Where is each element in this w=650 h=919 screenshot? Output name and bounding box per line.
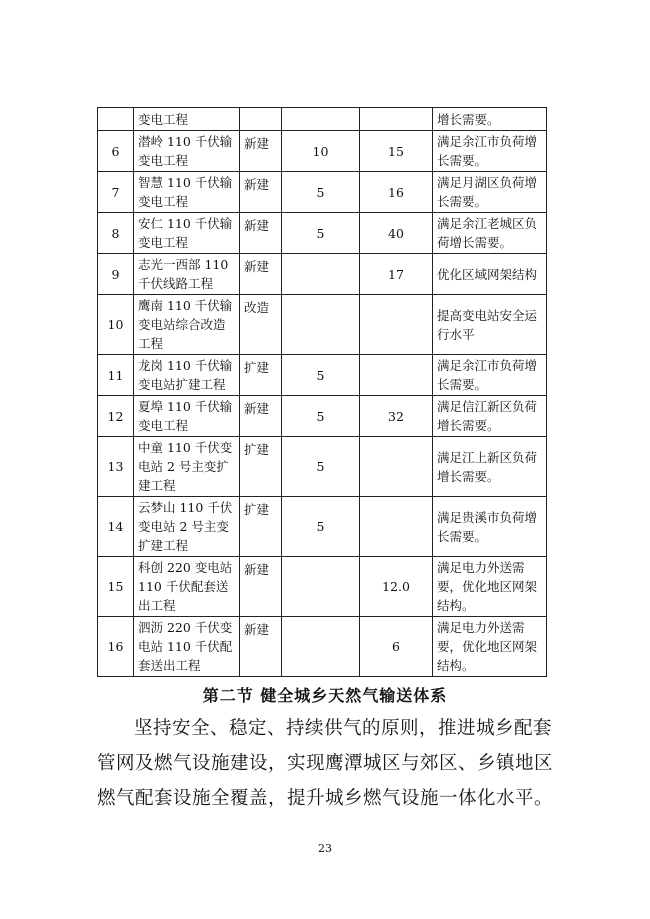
- value-cell-a: 5: [282, 172, 360, 213]
- remark-cell: 满足余江市负荷增长需要。: [433, 355, 547, 396]
- value-cell-a: [282, 108, 360, 131]
- row-number: 6: [98, 131, 134, 172]
- value-cell-b: [360, 295, 433, 355]
- construction-type-cell: 新建: [240, 131, 282, 172]
- construction-type-cell: 新建: [240, 213, 282, 254]
- project-name-cell: 智慧 110 千伏输变电工程: [134, 172, 240, 213]
- value-cell-b: 40: [360, 213, 433, 254]
- value-cell-b: [360, 437, 433, 497]
- value-cell-a: [282, 557, 360, 617]
- table-row: [98, 437, 547, 497]
- value-cell-b: 16: [360, 172, 433, 213]
- project-name-cell: 科创 220 变电站 110 千伏配套送出工程: [134, 557, 240, 617]
- construction-type-cell: 新建: [240, 557, 282, 617]
- project-name-cell: 志光一西部 110 千伏线路工程: [134, 254, 240, 295]
- row-number: 8: [98, 213, 134, 254]
- value-cell-a: 5: [282, 213, 360, 254]
- value-cell-b: 15: [360, 131, 433, 172]
- remark-cell: 增长需要。: [433, 108, 547, 131]
- value-cell-a: 10: [282, 131, 360, 172]
- project-name-cell: 龙岗 110 千伏输变电站扩建工程: [134, 355, 240, 396]
- table-row: [98, 557, 547, 617]
- project-name-cell: 安仁 110 千伏输变电工程: [134, 213, 240, 254]
- remark-cell: 满足贵溪市负荷增长需要。: [433, 497, 547, 557]
- table-row: [98, 617, 547, 677]
- project-name-cell: 潜岭 110 千伏输变电工程: [134, 131, 240, 172]
- value-cell-b: 17: [360, 254, 433, 295]
- section-paragraph: 坚持安全、稳定、持续供气的原则，推进城乡配套管网及燃气设施建设，实现鹰潭城区与郊区、乡镇地区燃气配套设施全覆盖，提升城乡燃气设施一体化水平。: [97, 718, 554, 809]
- value-cell-a: [282, 295, 360, 355]
- row-number: 14: [98, 497, 134, 557]
- construction-type-cell: 扩建: [240, 355, 282, 396]
- project-name-cell: 夏埠 110 千伏输变电工程: [134, 396, 240, 437]
- value-cell-a: 5: [282, 437, 360, 497]
- remark-cell: 满足电力外送需要，优化地区网架结构。: [433, 557, 547, 617]
- table-row: [98, 295, 547, 355]
- value-cell-a: 5: [282, 396, 360, 437]
- value-cell-b: 6: [360, 617, 433, 677]
- remark-cell: 满足江上新区负荷增长需要。: [433, 437, 547, 497]
- value-cell-b: 32: [360, 396, 433, 437]
- project-name-cell: 鹰南 110 千伏输变电站综合改造工程: [134, 295, 240, 355]
- construction-type-cell: [240, 108, 282, 131]
- row-number: 11: [98, 355, 134, 396]
- row-number: 10: [98, 295, 134, 355]
- table-row: [98, 108, 547, 131]
- row-number: [98, 108, 134, 131]
- construction-type-cell: 新建: [240, 254, 282, 295]
- project-table-body: [98, 108, 547, 677]
- value-cell-b: [360, 355, 433, 396]
- value-cell-a: 5: [282, 355, 360, 396]
- construction-type-cell: 新建: [240, 617, 282, 677]
- value-cell-b: [360, 497, 433, 557]
- row-number: 16: [98, 617, 134, 677]
- remark-cell: 优化区域网架结构: [433, 254, 547, 295]
- row-number: 7: [98, 172, 134, 213]
- table-row: [98, 213, 547, 254]
- table-row: [98, 172, 547, 213]
- construction-type-cell: 扩建: [240, 497, 282, 557]
- row-number: 13: [98, 437, 134, 497]
- construction-type-cell: 扩建: [240, 437, 282, 497]
- page-number: 23: [318, 842, 332, 855]
- project-name-cell: 泗沥 220 千伏变电站 110 千伏配套送出工程: [134, 617, 240, 677]
- row-number: 9: [98, 254, 134, 295]
- remark-cell: 满足余江老城区负荷增长需要。: [433, 213, 547, 254]
- row-number: 15: [98, 557, 134, 617]
- project-name-cell: 中童 110 千伏变电站 2 号主变扩建工程: [134, 437, 240, 497]
- row-number: 12: [98, 396, 134, 437]
- value-cell-b: 12.0: [360, 557, 433, 617]
- table-row: [98, 254, 547, 295]
- remark-cell: 满足月湖区负荷增长需要。: [433, 172, 547, 213]
- table-row: [98, 131, 547, 172]
- project-name-cell: 云梦山 110 千伏变电站 2 号主变扩建工程: [134, 497, 240, 557]
- construction-type-cell: 新建: [240, 172, 282, 213]
- remark-cell: 满足余江市负荷增长需要。: [433, 131, 547, 172]
- construction-type-cell: 改造: [240, 295, 282, 355]
- project-name-cell: 变电工程: [134, 108, 240, 131]
- value-cell-a: [282, 617, 360, 677]
- project-table: [97, 107, 547, 677]
- construction-type-cell: 新建: [240, 396, 282, 437]
- remark-cell: 满足电力外送需要，优化地区网架结构。: [433, 617, 547, 677]
- table-row: [98, 355, 547, 396]
- table-row: [98, 396, 547, 437]
- remark-cell: 满足信江新区负荷增长需要。: [433, 396, 547, 437]
- value-cell-a: [282, 254, 360, 295]
- value-cell-b: [360, 108, 433, 131]
- section-title: 第二节 健全城乡天然气输送体系: [202, 686, 448, 705]
- remark-cell: 提高变电站安全运行水平: [433, 295, 547, 355]
- value-cell-a: 5: [282, 497, 360, 557]
- table-row: [98, 497, 547, 557]
